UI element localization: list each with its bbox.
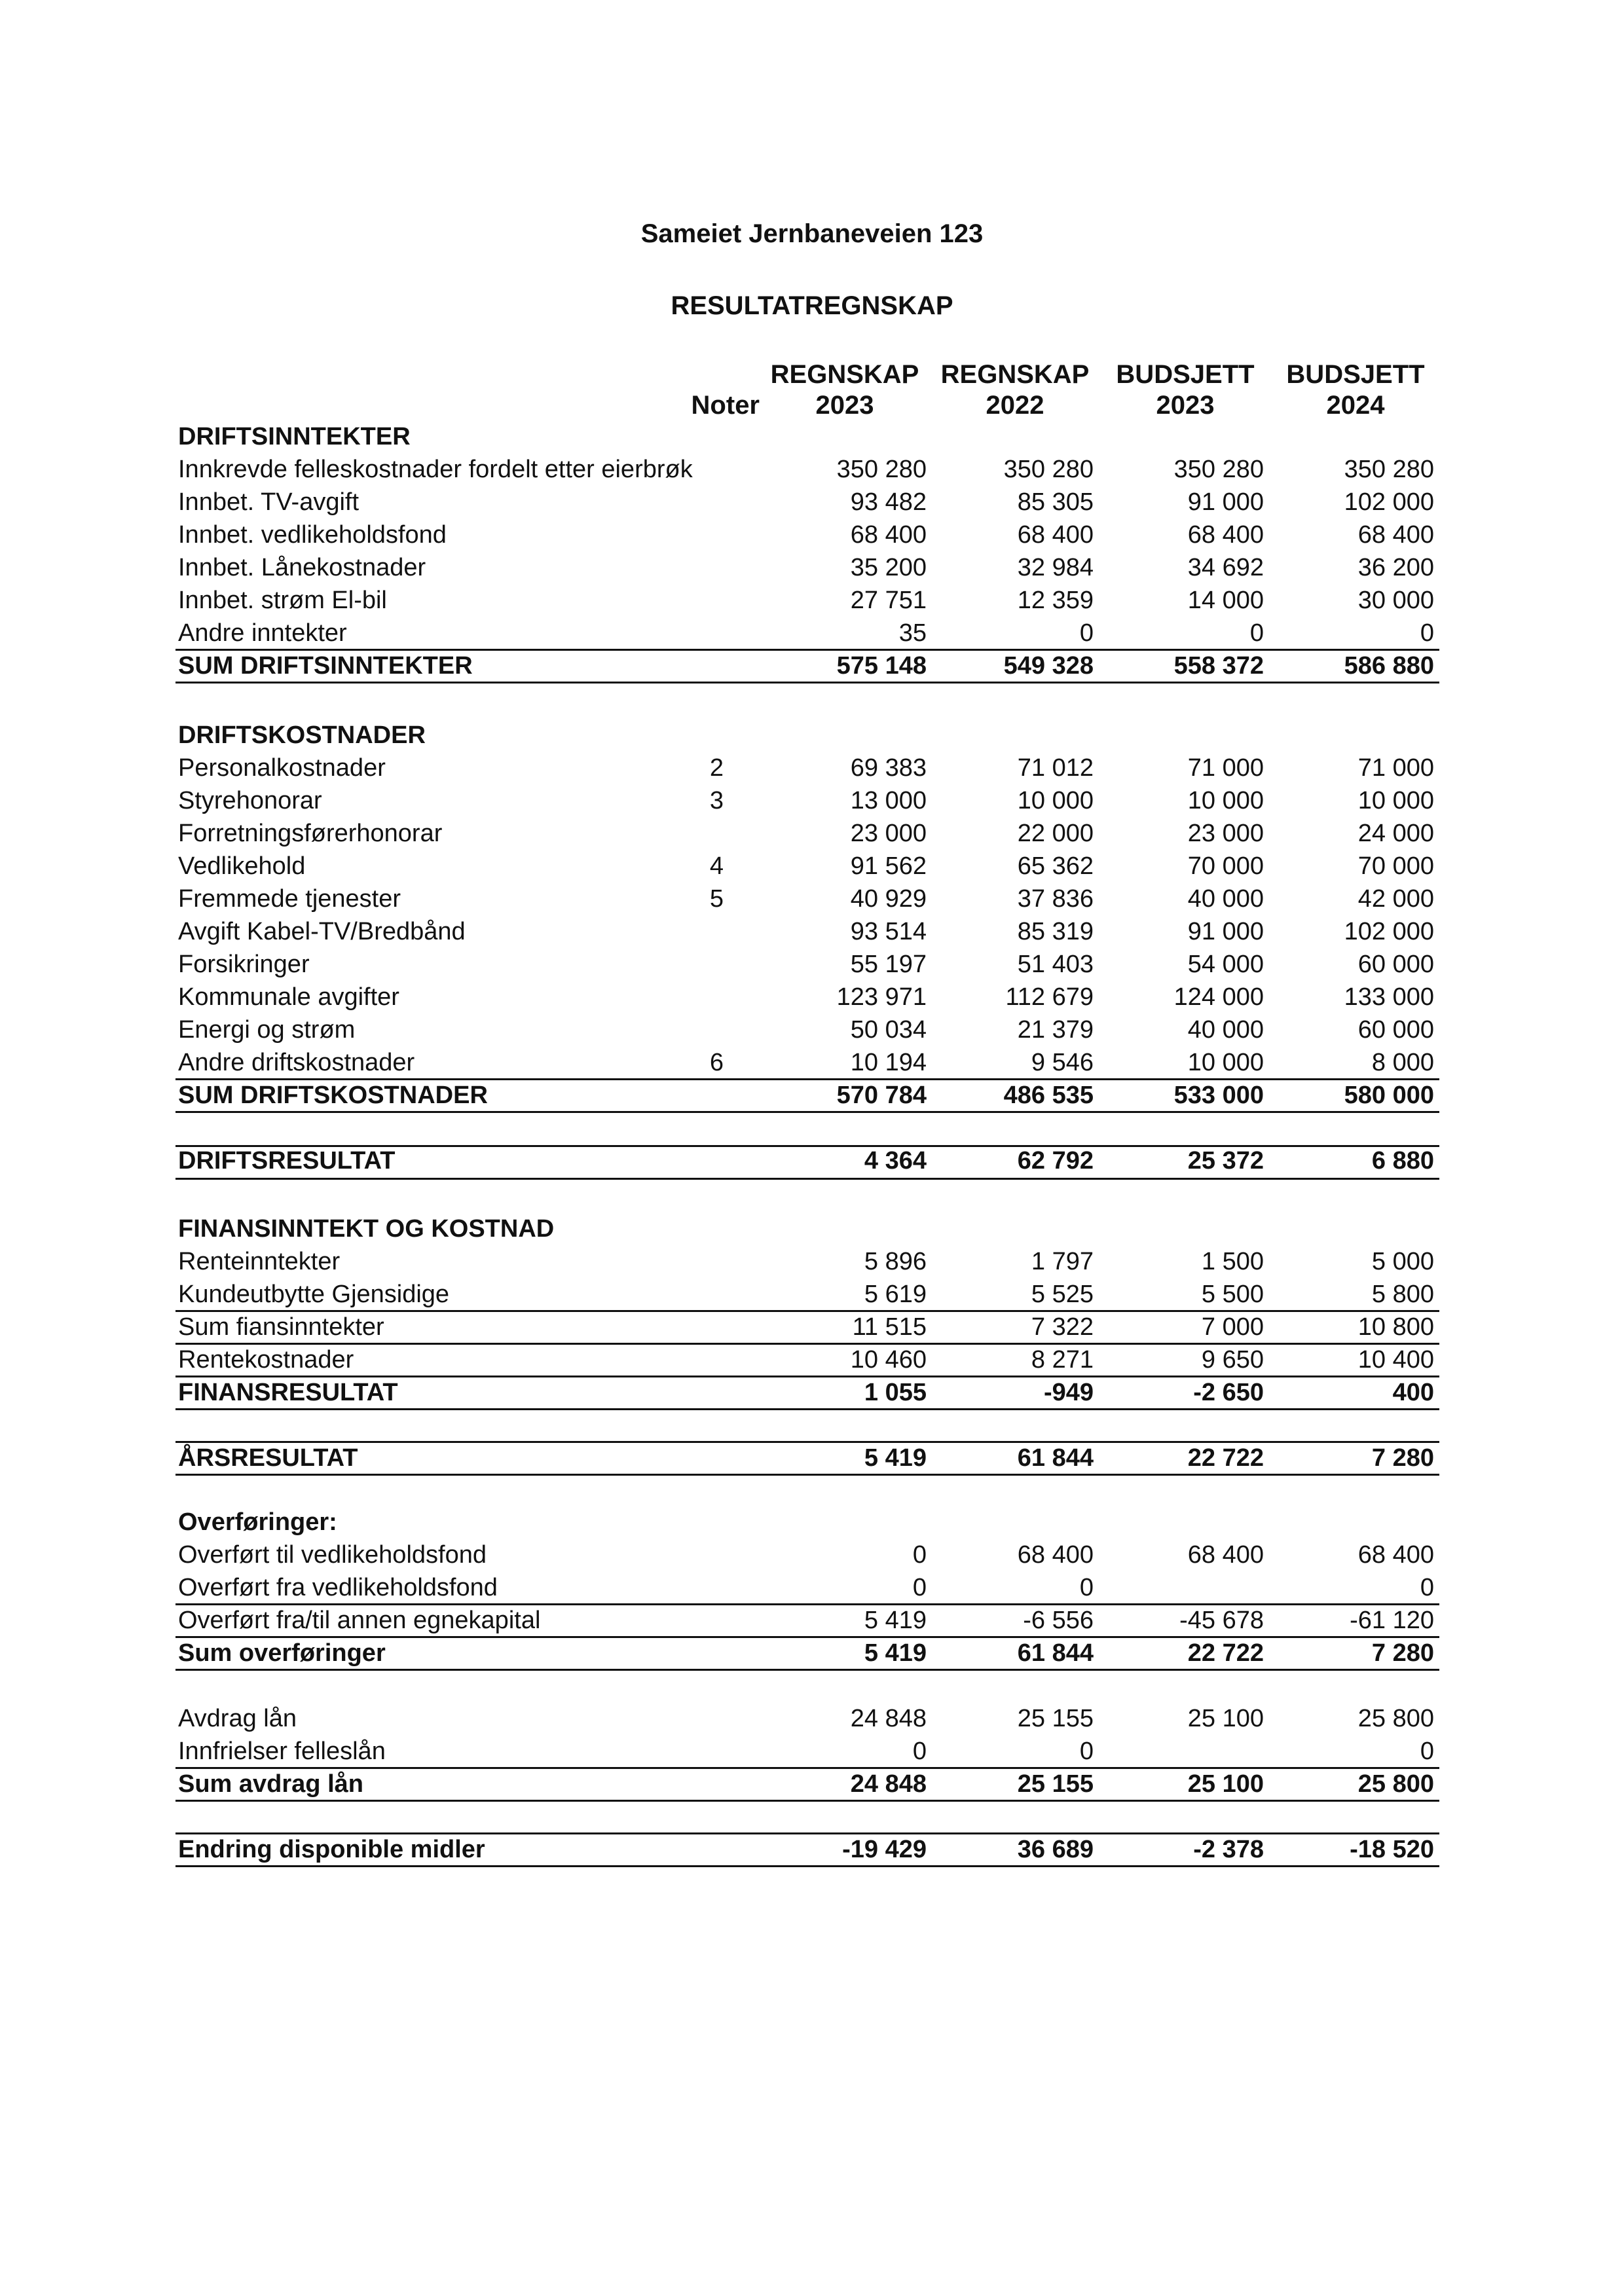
section-heading — [0, 1506, 1624, 1539]
row-value-col3: 10 000 — [1187, 1049, 1264, 1076]
row-value-col2: 62 792 — [1017, 1147, 1094, 1175]
row-value-col2: 85 305 — [1017, 488, 1094, 516]
row-value-col2: 10 000 — [1017, 787, 1094, 814]
row-value-col2: 65 362 — [1017, 852, 1094, 880]
row-value-col3: 9 650 — [1201, 1346, 1264, 1374]
row-value-col3: 68 400 — [1187, 1541, 1264, 1569]
row-label: Sum avdrag lån — [178, 1770, 363, 1798]
header-col3-line2: 2023 — [1156, 391, 1215, 420]
total-row — [0, 1144, 1624, 1177]
row-value-col2: 21 379 — [1017, 1016, 1094, 1044]
row-value-col3: 22 722 — [1187, 1444, 1264, 1472]
row-value-col2: 0 — [1079, 619, 1094, 647]
row-value-col4: 400 — [1392, 1379, 1434, 1406]
row-note: 4 — [709, 852, 724, 880]
row-label: Overført til vedlikeholdsfond — [178, 1541, 487, 1569]
row-note: 5 — [709, 885, 724, 913]
row-label: Andre driftskostnader — [178, 1049, 415, 1076]
row-value-col4: 71 000 — [1357, 754, 1434, 782]
table-row — [0, 584, 1624, 617]
table-row — [0, 784, 1624, 817]
row-value-col1: 50 034 — [850, 1016, 927, 1044]
row-value-col3: 23 000 — [1187, 820, 1264, 847]
table-row — [0, 1046, 1624, 1079]
table-row — [0, 617, 1624, 649]
row-value-col1: 0 — [912, 1541, 927, 1569]
row-value-col2: 486 535 — [1003, 1082, 1094, 1109]
row-value-col1: -19 429 — [842, 1836, 927, 1863]
rule-line — [175, 1474, 1439, 1476]
row-value-col2: 32 984 — [1017, 554, 1094, 581]
header-col1-line2: 2023 — [815, 391, 874, 420]
table-row — [0, 486, 1624, 519]
row-value-col2: 1 797 — [1031, 1248, 1094, 1275]
row-value-col1: 123 971 — [836, 983, 927, 1011]
row-value-col3: 40 000 — [1187, 1016, 1264, 1044]
table-row — [0, 1702, 1624, 1735]
rule-line — [175, 1343, 1439, 1345]
row-label: Kundeutbytte Gjensidige — [178, 1281, 450, 1308]
row-label: Avdrag lån — [178, 1705, 297, 1732]
row-value-col4: 10 800 — [1357, 1313, 1434, 1341]
row-value-col2: 61 844 — [1017, 1444, 1094, 1472]
row-label: Forsikringer — [178, 951, 310, 978]
document-title: Sameiet Jernbaneveien 123 — [640, 219, 984, 248]
row-label: FINANSRESULTAT — [178, 1379, 398, 1406]
row-value-col4: 68 400 — [1357, 1541, 1434, 1569]
row-value-col2: 5 525 — [1031, 1281, 1094, 1308]
rule-line — [175, 1832, 1439, 1834]
row-value-col1: 13 000 — [850, 787, 927, 814]
row-value-col3: 558 372 — [1173, 652, 1264, 680]
row-label: Forretningsførerhonorar — [178, 820, 443, 847]
table-row — [0, 948, 1624, 981]
rule-line — [175, 1669, 1439, 1671]
row-value-col4: 7 280 — [1371, 1639, 1434, 1667]
row-label: SUM DRIFTSKOSTNADER — [178, 1082, 488, 1109]
row-note: 6 — [709, 1049, 724, 1076]
row-value-col1: 40 929 — [850, 885, 927, 913]
header-col4-line2: 2024 — [1326, 391, 1385, 420]
row-value-col2: 12 359 — [1017, 587, 1094, 614]
table-row — [0, 1571, 1624, 1604]
table-row — [0, 1604, 1624, 1637]
row-value-col3: 14 000 — [1187, 587, 1264, 614]
rule-line — [175, 1767, 1439, 1769]
row-value-col2: 549 328 — [1003, 652, 1094, 680]
row-value-col1: 5 619 — [864, 1281, 927, 1308]
row-value-col4: 7 280 — [1371, 1444, 1434, 1472]
row-value-col2: 36 689 — [1017, 1836, 1094, 1863]
row-value-col4: -18 520 — [1350, 1836, 1434, 1863]
total-row — [0, 1768, 1624, 1800]
row-value-col4: 10 000 — [1357, 787, 1434, 814]
row-label: Innbet. TV-avgift — [178, 488, 360, 516]
row-value-col4: 36 200 — [1357, 554, 1434, 581]
row-value-col2: 37 836 — [1017, 885, 1094, 913]
table-row — [0, 1311, 1624, 1343]
row-value-col1: 35 200 — [850, 554, 927, 581]
row-value-col3: 25 100 — [1187, 1770, 1264, 1798]
row-label: Overført fra vedlikeholdsfond — [178, 1574, 498, 1601]
row-label: Innbet. Lånekostnader — [178, 554, 426, 581]
row-value-col1: 10 194 — [850, 1049, 927, 1076]
row-value-col3: 25 372 — [1187, 1147, 1264, 1175]
row-value-col2: 22 000 — [1017, 820, 1094, 847]
row-label: SUM DRIFTSINNTEKTER — [178, 652, 473, 680]
row-value-col2: 68 400 — [1017, 521, 1094, 549]
row-value-col1: 5 419 — [864, 1607, 927, 1634]
row-note: 3 — [709, 787, 724, 814]
row-value-col3: 10 000 — [1187, 787, 1264, 814]
table-row — [0, 883, 1624, 915]
row-value-col4: 5 000 — [1371, 1248, 1434, 1275]
row-label: DRIFTSRESULTAT — [178, 1147, 396, 1175]
rule-line — [175, 1636, 1439, 1638]
row-value-col2: -949 — [1043, 1379, 1094, 1406]
rule-line — [175, 1310, 1439, 1312]
table-row — [0, 1539, 1624, 1571]
row-value-col4: 350 280 — [1344, 456, 1434, 483]
row-value-col4: 8 000 — [1371, 1049, 1434, 1076]
row-value-col1: 91 562 — [850, 852, 927, 880]
row-value-col4: 586 880 — [1344, 652, 1434, 680]
total-row — [0, 1833, 1624, 1866]
row-value-col2: 61 844 — [1017, 1639, 1094, 1667]
table-row — [0, 519, 1624, 551]
row-value-col2: 350 280 — [1003, 456, 1094, 483]
row-value-col4: 0 — [1420, 619, 1434, 647]
row-label: Kommunale avgifter — [178, 983, 399, 1011]
header-noter: Noter — [691, 391, 760, 420]
row-value-col1: 5 419 — [864, 1444, 927, 1472]
row-value-col2: 25 155 — [1017, 1770, 1094, 1798]
row-value-col3: 22 722 — [1187, 1639, 1264, 1667]
table-row — [0, 1245, 1624, 1278]
row-value-col4: 25 800 — [1357, 1770, 1434, 1798]
row-value-col1: 0 — [912, 1574, 927, 1601]
row-note: 2 — [709, 754, 724, 782]
rule-line — [175, 1376, 1439, 1377]
row-value-col4: 68 400 — [1357, 521, 1434, 549]
section-heading — [0, 719, 1624, 752]
rule-line — [175, 1078, 1439, 1080]
section-heading — [0, 1212, 1624, 1245]
row-value-col2: 85 319 — [1017, 918, 1094, 945]
row-value-col1: 35 — [898, 619, 927, 647]
row-value-col1: 23 000 — [850, 820, 927, 847]
row-value-col3: 71 000 — [1187, 754, 1264, 782]
row-value-col4: 60 000 — [1357, 951, 1434, 978]
row-label: Innfrielser felleslån — [178, 1738, 386, 1765]
row-value-col1: 5 419 — [864, 1639, 927, 1667]
row-label: DRIFTSINNTEKTER — [178, 423, 411, 450]
row-value-col4: 60 000 — [1357, 1016, 1434, 1044]
section-heading — [0, 420, 1624, 453]
row-value-col3: 70 000 — [1187, 852, 1264, 880]
row-label: Innbet. strøm El-bil — [178, 587, 387, 614]
table-row — [0, 1735, 1624, 1768]
rule-line — [175, 1178, 1439, 1180]
rule-line — [175, 682, 1439, 683]
row-value-col4: 5 800 — [1371, 1281, 1434, 1308]
row-value-col4: -61 120 — [1350, 1607, 1434, 1634]
row-label: Personalkostnader — [178, 754, 386, 782]
row-value-col3: 25 100 — [1187, 1705, 1264, 1732]
row-value-col4: 580 000 — [1344, 1082, 1434, 1109]
row-value-col4: 0 — [1420, 1738, 1434, 1765]
row-label: Overført fra/til annen egnekapital — [178, 1607, 541, 1634]
table-row — [0, 1013, 1624, 1046]
row-value-col3: 91 000 — [1187, 488, 1264, 516]
row-value-col3: 40 000 — [1187, 885, 1264, 913]
row-value-col3: 7 000 — [1201, 1313, 1264, 1341]
row-value-col4: 10 400 — [1357, 1346, 1434, 1374]
row-value-col3: 54 000 — [1187, 951, 1264, 978]
row-value-col3: -2 378 — [1193, 1836, 1264, 1863]
row-label: Styrehonorar — [178, 787, 322, 814]
row-value-col2: 25 155 — [1017, 1705, 1094, 1732]
row-value-col1: 55 197 — [850, 951, 927, 978]
row-value-col1: 570 784 — [836, 1082, 927, 1109]
row-value-col3: 34 692 — [1187, 554, 1264, 581]
row-value-col2: 68 400 — [1017, 1541, 1094, 1569]
row-value-col2: 51 403 — [1017, 951, 1094, 978]
row-value-col4: 6 880 — [1371, 1147, 1434, 1175]
row-value-col1: 69 383 — [850, 754, 927, 782]
row-value-col3: 5 500 — [1201, 1281, 1264, 1308]
row-label: Sum overføringer — [178, 1639, 386, 1667]
table-row — [0, 752, 1624, 784]
row-value-col3: 91 000 — [1187, 918, 1264, 945]
table-row — [0, 1278, 1624, 1311]
row-label: Innbet. vedlikeholdsfond — [178, 521, 447, 549]
header-col3-line1: BUDSJETT — [1116, 360, 1255, 389]
row-value-col2: 8 271 — [1031, 1346, 1094, 1374]
row-value-col1: 1 055 — [864, 1379, 927, 1406]
row-value-col4: 102 000 — [1344, 488, 1434, 516]
row-value-col1: 4 364 — [864, 1147, 927, 1175]
header-col1-line1: REGNSKAP — [770, 360, 919, 389]
row-value-col3: -2 650 — [1193, 1379, 1264, 1406]
row-label: Energi og strøm — [178, 1016, 356, 1044]
row-value-col4: 30 000 — [1357, 587, 1434, 614]
total-row — [0, 1079, 1624, 1112]
header-col2-line2: 2022 — [986, 391, 1044, 420]
table-row — [0, 453, 1624, 486]
row-value-col1: 5 896 — [864, 1248, 927, 1275]
row-value-col4: 0 — [1420, 1574, 1434, 1601]
row-label: Renteinntekter — [178, 1248, 341, 1275]
row-label: Overføringer: — [178, 1508, 337, 1536]
table-row — [0, 981, 1624, 1013]
row-value-col1: 350 280 — [836, 456, 927, 483]
row-label: Rentekostnader — [178, 1346, 354, 1374]
row-label: DRIFTSKOSTNADER — [178, 721, 426, 749]
row-value-col2: -6 556 — [1023, 1607, 1094, 1634]
row-value-col3: 1 500 — [1201, 1248, 1264, 1275]
row-value-col1: 24 848 — [850, 1770, 927, 1798]
row-value-col2: 9 546 — [1031, 1049, 1094, 1076]
rule-line — [175, 1865, 1439, 1867]
row-value-col3: 533 000 — [1173, 1082, 1264, 1109]
row-value-col2: 7 322 — [1031, 1313, 1094, 1341]
row-value-col4: 102 000 — [1344, 918, 1434, 945]
row-value-col3: 350 280 — [1173, 456, 1264, 483]
row-value-col4: 70 000 — [1357, 852, 1434, 880]
row-value-col1: 93 514 — [850, 918, 927, 945]
row-value-col4: 25 800 — [1357, 1705, 1434, 1732]
row-value-col1: 68 400 — [850, 521, 927, 549]
row-label: Fremmede tjenester — [178, 885, 401, 913]
table-row — [0, 1343, 1624, 1376]
rule-line — [175, 1800, 1439, 1802]
rule-line — [175, 1111, 1439, 1113]
row-value-col3: 124 000 — [1173, 983, 1264, 1011]
table-row — [0, 551, 1624, 584]
document-subtitle: RESULTATREGNSKAP — [671, 291, 953, 320]
row-value-col1: 575 148 — [836, 652, 927, 680]
total-row — [0, 1637, 1624, 1669]
row-label: Andre inntekter — [178, 619, 347, 647]
header-col4-line1: BUDSJETT — [1286, 360, 1425, 389]
rule-line — [175, 649, 1439, 651]
total-row — [0, 1442, 1624, 1474]
row-value-col3: 68 400 — [1187, 521, 1264, 549]
table-row — [0, 915, 1624, 948]
rule-line — [175, 1408, 1439, 1410]
header-col2-line1: REGNSKAP — [940, 360, 1090, 389]
row-value-col3: 0 — [1249, 619, 1264, 647]
row-value-col1: 24 848 — [850, 1705, 927, 1732]
row-label: FINANSINNTEKT OG KOSTNAD — [178, 1215, 555, 1243]
row-label: Avgift Kabel-TV/Bredbånd — [178, 918, 466, 945]
row-value-col2: 0 — [1079, 1738, 1094, 1765]
row-value-col2: 0 — [1079, 1574, 1094, 1601]
rule-line — [175, 1603, 1439, 1605]
total-row — [0, 649, 1624, 682]
row-value-col4: 133 000 — [1344, 983, 1434, 1011]
row-value-col1: 11 515 — [852, 1313, 927, 1341]
row-value-col3: -45 678 — [1179, 1607, 1264, 1634]
row-value-col1: 93 482 — [850, 488, 927, 516]
table-row — [0, 817, 1624, 850]
row-value-col4: 42 000 — [1357, 885, 1434, 913]
row-label: Vedlikehold — [178, 852, 306, 880]
table-row — [0, 850, 1624, 883]
row-label: Sum fiansinntekter — [178, 1313, 384, 1341]
row-value-col1: 10 460 — [850, 1346, 927, 1374]
total-row — [0, 1376, 1624, 1409]
rule-line — [175, 1145, 1439, 1147]
row-value-col2: 112 679 — [1005, 983, 1094, 1011]
row-label: Innkrevde felleskostnader fordelt etter eierbrøk — [178, 456, 693, 483]
row-value-col4: 24 000 — [1357, 820, 1434, 847]
row-value-col1: 0 — [912, 1738, 927, 1765]
row-label: Endring disponible midler — [178, 1836, 485, 1863]
row-label: ÅRSRESULTAT — [178, 1444, 358, 1472]
row-value-col2: 71 012 — [1017, 754, 1094, 782]
row-value-col1: 27 751 — [850, 587, 927, 614]
rule-line — [175, 1441, 1439, 1443]
